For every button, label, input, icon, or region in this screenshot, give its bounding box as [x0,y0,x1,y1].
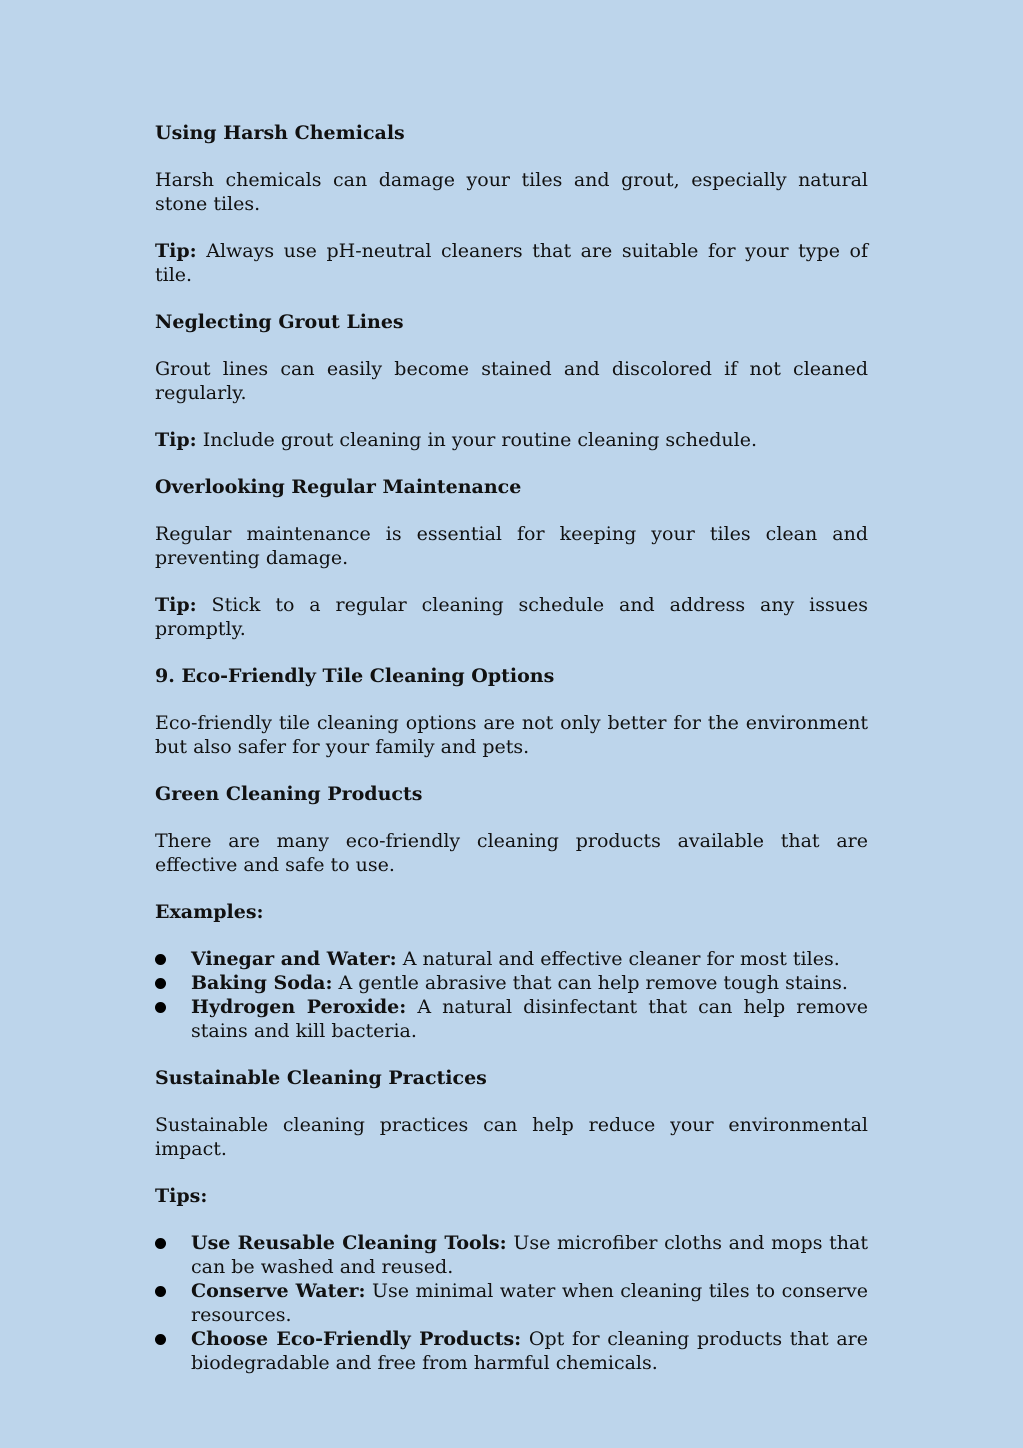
paragraph: There are many eco-friendly cleaning products available that are effective and safe to use. [155,830,868,876]
bullet-icon [155,1334,166,1345]
tip-label: Tip: [155,594,197,616]
document-body [155,121,868,1398]
tip-paragraph [155,428,868,452]
section-heading: Neglecting Grout Lines [155,311,404,333]
list-item [155,1279,868,1327]
list-item-term: Baking Soda: [191,972,333,994]
list-item-desc: Use minimal water when cleaning tiles to conserve resources. [191,1280,868,1326]
bullet-icon [155,1286,166,1297]
section-heading: 9. Eco-Friendly Tile Cleaning Options [155,665,555,687]
tip-paragraph [155,239,868,287]
list-item-term: Choose Eco-Friendly Products: [191,1328,522,1350]
list-item [155,947,868,971]
section-heading: Overlooking Regular Maintenance [155,476,522,498]
section-heading: Sustainable Cleaning Practices [155,1067,487,1089]
tip-label: Tip: [155,240,197,262]
list-item [155,971,868,995]
list-item-term: Vinegar and Water: [191,948,397,970]
paragraph: Harsh chemicals can damage your tiles and grout, especially natural stone tiles. [155,169,868,215]
tip-text: Include grout cleaning in your routine cleaning schedule. [196,429,758,451]
bullet-list [155,947,868,1043]
paragraph: Sustainable cleaning practices can help reduce your environmental impact. [155,1114,868,1160]
bullet-icon [155,954,166,965]
tip-text: Stick to a regular cleaning schedule and address any issues promptly. [155,594,868,640]
paragraph: Grout lines can easily become stained and discolored if not cleaned regularly. [155,358,868,404]
list-item-desc: A gentle abrasive that can help remove tough stains. [332,972,848,994]
list-item [155,1327,868,1375]
section-heading: Using Harsh Chemicals [155,122,405,144]
tip-paragraph [155,593,868,641]
list-label: Examples: [155,901,264,923]
bullet-icon [155,978,166,989]
list-item-term: Conserve Water: [191,1280,366,1302]
list-item [155,1231,868,1279]
section-heading: Green Cleaning Products [155,783,423,805]
bullet-icon [155,1002,166,1013]
list-item-desc: A natural and effective cleaner for most tiles. [396,948,840,970]
list-item-term: Hydrogen Peroxide: [191,996,407,1018]
tip-text: Always use pH-neutral cleaners that are suitable for your type of tile. [155,240,868,286]
paragraph: Regular maintenance is essential for keeping your tiles clean and preventing damage. [155,523,868,569]
list-item-desc: A natural disinfectant that can help remove stains and kill bacteria. [191,996,868,1042]
bullet-list [155,1231,868,1375]
list-item-desc: Use microfiber cloths and mops that can be washed and reused. [191,1232,869,1278]
tip-label: Tip: [155,429,197,451]
list-item [155,995,868,1043]
paragraph: Eco-friendly tile cleaning options are not only better for the environment but also safer for your family and pets. [155,712,868,758]
bullet-icon [155,1238,166,1249]
list-item-desc: Opt for cleaning products that are biodegradable and free from harmful chemicals. [191,1328,868,1374]
list-label: Tips: [155,1185,208,1207]
list-item-term: Use Reusable Cleaning Tools: [191,1232,507,1254]
